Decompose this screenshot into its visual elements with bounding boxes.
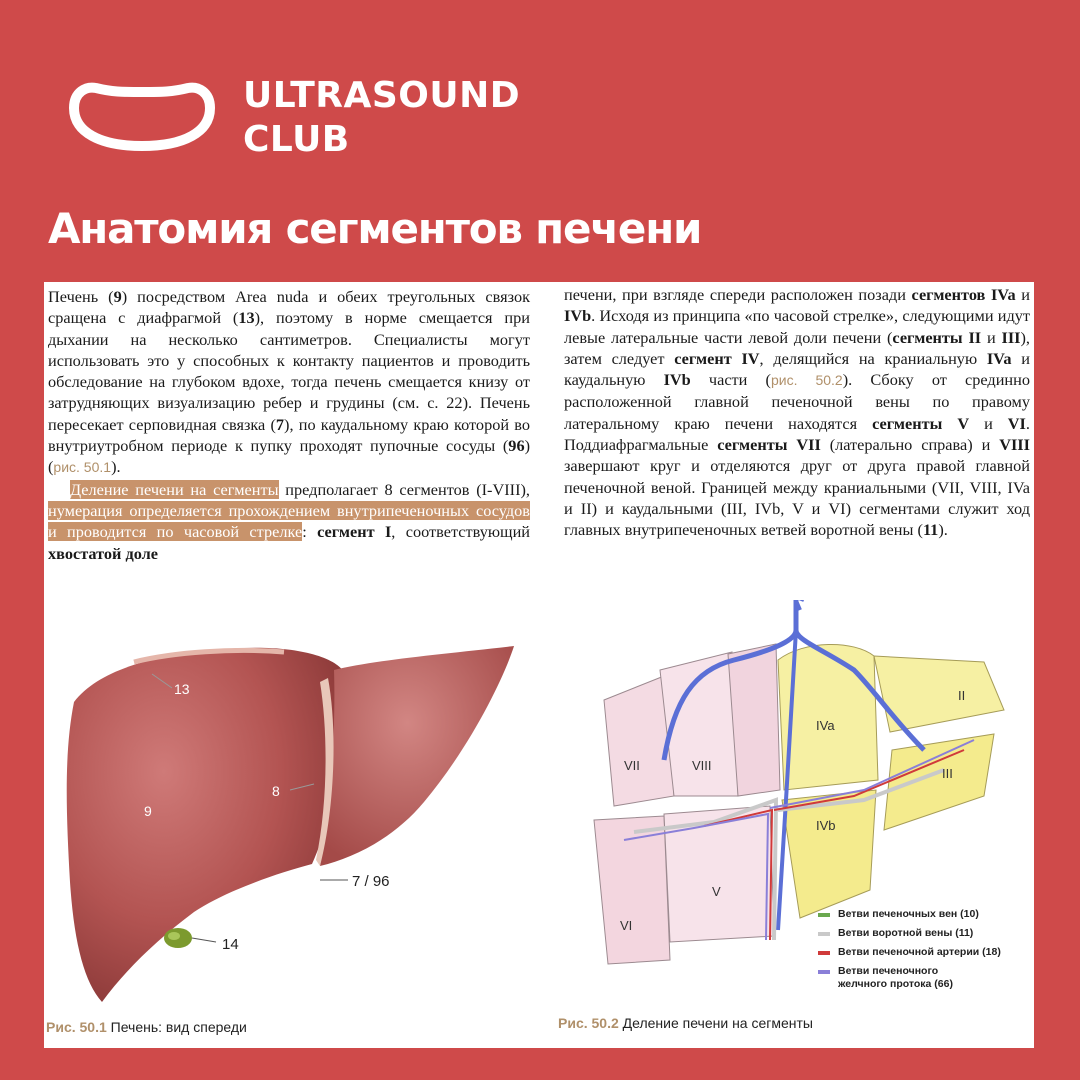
ultrasound-probe-icon xyxy=(66,62,218,152)
figure-2-caption: Рис. 50.2 Деление печени на сегменты xyxy=(558,1015,813,1031)
segment-label-v: V xyxy=(712,884,721,899)
segment-label-ivb: IVb xyxy=(816,818,836,833)
right-text-column xyxy=(564,284,1030,541)
paragraph-2: Деление печени на сегменты предполагает 8 сегментов (I-VIII), нумерация определяется прохождением внутрипеченочных сосудов и проводится по часовой стрелке: сегмент I, соответствующий хвостатой доле xyxy=(48,479,530,563)
book-page xyxy=(44,282,1034,1048)
legend-swatch xyxy=(818,951,830,955)
legend-swatch xyxy=(818,932,830,936)
brand-name xyxy=(243,74,520,162)
label-9: 9 xyxy=(144,803,152,819)
page-title: Анатомия сегментов печени xyxy=(48,204,702,253)
legend-item: Ветви печеночных вен (10) xyxy=(818,908,1001,921)
brand-line-2: CLUB xyxy=(243,119,350,160)
highlight-2: нумерация определяется прохождением внутрипеченочных сосудов и проводится по часовой стрелке xyxy=(48,500,530,542)
brand-line-1: ULTRASOUND xyxy=(243,75,521,116)
label-8: 8 xyxy=(272,783,280,799)
left-text-column xyxy=(48,286,530,564)
legend-item: Ветви печеночного желчного протока (66) xyxy=(818,965,1001,991)
segment-label-iva: IVa xyxy=(816,718,835,733)
legend-swatch xyxy=(818,970,830,974)
figure-ref-50-2: рис. 50.2 xyxy=(770,372,843,389)
figure-ref-50-1: рис. 50.1 xyxy=(53,459,112,476)
segment-label-iii: III xyxy=(942,766,953,781)
vessel-legend xyxy=(818,908,1001,997)
paragraph-3: печени, при взгляде спереди расположен позади сегментов IVa и IVb. Исходя из принципа «по часовой стрелке», следующими идут левые латеральные части левой доли печени (сегменты II и III), затем следует сегмент IV, делящийся на краниальную IVa и каудальную IVb части (рис. 50.2). Сбоку от срединно расположенной главной печеночной вены по правому латеральному краю печени находятся сегменты V и VI. Поддиафрагмальные сегменты VII (латерально справа) и VIII завершают круг и отделяются друг от друга правой главной печеночной веной. Границей между краниальными (VII, VIII, IVa и II) и каудальными (III, IVb, V и VI) сегментами служит ход главных внутрипеченочных ветвей воротной вены (11). xyxy=(564,285,1030,540)
segment-label-viii: VIII xyxy=(692,758,712,773)
figure-1-caption: Рис. 50.1 Печень: вид спереди xyxy=(46,1019,247,1035)
legend-item: Ветви воротной вены (11) xyxy=(818,927,1001,940)
label-14: 14 xyxy=(222,936,239,953)
highlight-1: Деление печени на сегменты xyxy=(70,479,279,499)
segment-label-ii: II xyxy=(958,688,966,703)
paragraph-1: Печень (9) посредством Area nuda и обеих треугольных связок сращена с диафрагмой (13), поэтому в норме смещается при дыхании на несколько сантиметров. Специалисты могут использовать это у способных к контакту пациентов и проводить обследование на глубоком вдохе, тогда печень смещается книзу от затрудняющих визуализацию ребер и грудины (см. с. 22). Печень пересекает серповидная связка (7), по каудальному краю которой во внутриутробном периоде к пупку проходят пупочные сосуды (96) (рис. 50.1). xyxy=(48,287,531,477)
segment-label-vii: VII xyxy=(624,758,640,773)
legend-swatch xyxy=(818,913,830,917)
segment-label-vi: VI xyxy=(620,918,633,933)
legend-item: Ветви печеночной артерии (18) xyxy=(818,946,1001,959)
label-13: 13 xyxy=(174,681,190,697)
liver-anterior-illustration xyxy=(44,612,534,1012)
label-7-96: 7 / 96 xyxy=(352,873,390,890)
